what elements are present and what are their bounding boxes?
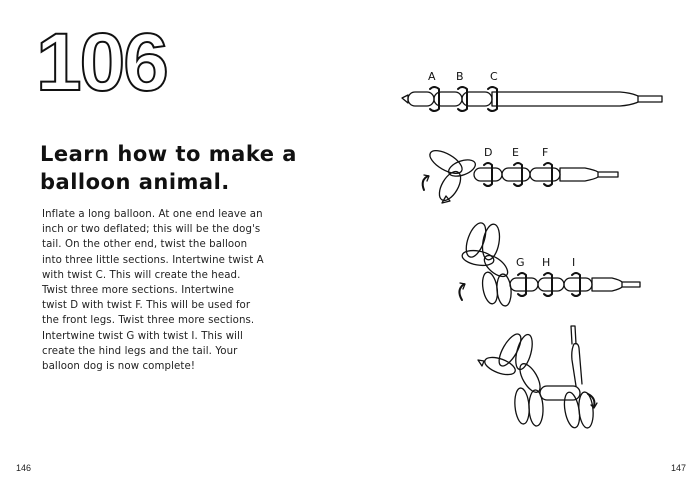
balloon-body — [560, 168, 598, 181]
page-number-right: 147 — [670, 463, 686, 473]
balloon-segment — [510, 278, 538, 291]
balloon-segment — [530, 168, 560, 181]
page-title: Learn how to make a balloon animal. — [40, 142, 297, 194]
dog-ear — [513, 333, 536, 371]
twist-arrow-icon — [572, 273, 580, 296]
dog-neck — [516, 361, 544, 396]
twist-label-i: I — [572, 256, 576, 269]
balloon-segment — [502, 168, 530, 181]
dog-front-leg — [496, 273, 513, 306]
twist-label-f: F — [542, 146, 549, 159]
dog-body — [540, 386, 580, 400]
dog-front-leg — [513, 387, 530, 424]
balloon-knot — [442, 196, 450, 203]
step-4-diagram — [478, 326, 597, 429]
twist-arrow-icon — [544, 163, 552, 186]
twist-arrow-icon — [544, 273, 552, 296]
twist-label-e: E — [512, 146, 519, 159]
balloon-knot — [478, 360, 484, 366]
twist-label-b: B — [456, 70, 464, 83]
twist-label-h: H — [542, 256, 551, 269]
twist-label-c: C — [490, 70, 498, 83]
rotate-arrow-icon — [459, 284, 464, 300]
balloon-tail — [622, 282, 640, 287]
balloon-segment — [564, 278, 592, 291]
page-number-left: 146 — [16, 463, 32, 473]
twist-label-d: D — [484, 146, 493, 159]
tip-number: 106 — [36, 17, 167, 108]
balloon-animal-illustration — [350, 0, 700, 492]
twist-arrow-icon — [484, 163, 492, 186]
twist-arrow-icon — [518, 273, 526, 296]
rotate-arrow-icon — [423, 176, 428, 190]
balloon-tail — [598, 172, 618, 177]
step-2-diagram — [423, 146, 618, 204]
instructions-text: Inflate a long balloon. At one end leave an inch or two deflated; this will be the dog's tail. On the other end, twist the balloon into three little sections. Intertwine twist A with twist C. This will create the head. Twist three more sections. Intertwine twist D with twist F. This will be used for the front legs. Twist three more sections. Intertwine twist G with twist I. This will create the hind legs and the tail. Your balloon dog is now complete! — [42, 209, 264, 373]
balloon-tail — [638, 96, 662, 102]
dog-front-leg — [528, 390, 543, 426]
twist-arrow-icon — [514, 163, 522, 186]
right-page — [350, 0, 700, 492]
step-3-diagram — [459, 220, 640, 306]
twist-label-g: G — [516, 256, 525, 269]
balloon-segment — [474, 168, 502, 181]
balloon-segment — [408, 92, 434, 106]
balloon-knot — [402, 95, 408, 103]
twist-label-a: A — [428, 70, 436, 83]
balloon-tail — [571, 326, 576, 344]
balloon-body — [592, 278, 622, 291]
dog-tail — [572, 344, 582, 387]
balloon-body — [492, 92, 638, 106]
dog-ear — [462, 220, 489, 259]
dog-snout — [435, 168, 465, 204]
dog-snout — [461, 248, 495, 267]
step-1-diagram — [402, 70, 662, 111]
